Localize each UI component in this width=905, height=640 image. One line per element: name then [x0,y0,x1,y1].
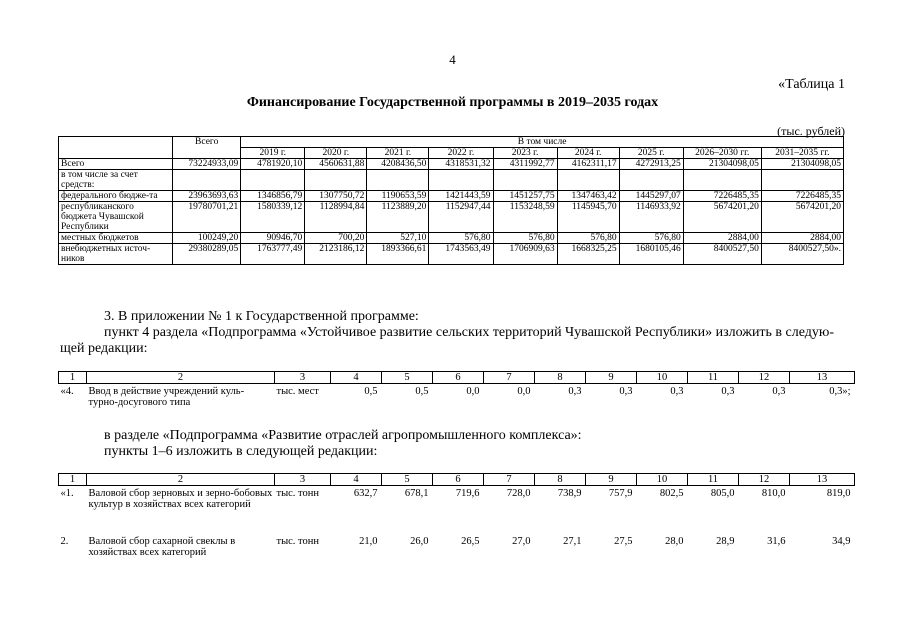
row-number: 2. [60,535,69,547]
row-value: 21304098,05 [761,159,843,170]
indicator-value: 21,0 [359,535,378,547]
indicator-value: 719,6 [455,488,480,499]
indicator-value: 26,5 [461,535,480,547]
finance-row [59,191,844,202]
indicator-unit: тыс. тонн [276,535,319,547]
indicator-unit: тыс. тонн [276,488,319,499]
row-value [683,170,761,191]
row-value: 1123889,20 [367,202,429,233]
column-number: 13 [790,474,855,486]
indicator-table-body [59,486,855,564]
year-header: 2020 г. [305,148,367,159]
column-number: 5 [382,474,433,486]
row-label: федерального бюдже-та [59,191,173,202]
row-total: 23963693,63 [173,191,241,202]
indicator-name: Валовой сбор зерновых и зерно-бобовых культур в хозяйствах всех категорий [88,488,273,510]
indicator-table-culture [58,371,855,408]
column-number: 6 [433,474,484,486]
row-label: республиканского бюджета Чувашской Республики [59,202,173,233]
indicator-table-agro [58,473,855,564]
indicator-value: 28,9 [716,535,735,547]
row-value: 2123186,12 [305,244,367,265]
row-value: 7226485,35 [683,191,761,202]
indicator-value: 819,0 [826,488,851,499]
finance-row [59,244,844,265]
indicator-unit: тыс. мест [276,386,319,397]
indicator-value: 0,3 [772,386,786,397]
row-value: 4560631,88 [305,159,367,170]
column-number: 8 [535,474,586,486]
row-label: в том числе за счет средств: [59,170,173,191]
row-value: 8400527,50 [683,244,761,265]
row-value: 1347463,42 [557,191,619,202]
row-value: 1580339,12 [241,202,305,233]
indicator-row [59,534,855,564]
row-number: «4. [60,386,74,397]
row-value: 1152947,44 [429,202,493,233]
indicator-name: Ввод в действие учреждений куль-турно-досугового типа [88,386,245,408]
row-value: 1145945,70 [557,202,619,233]
row-value: 1706909,63 [493,244,557,265]
indicator-value: 632,7 [353,488,378,499]
column-number: 4 [331,372,382,384]
column-number: 7 [484,474,535,486]
indicator-value: 27,5 [614,535,633,547]
column-number: 10 [637,474,688,486]
header-total: Всего [173,137,241,159]
column-number: 1 [59,474,87,486]
row-value: 1153248,59 [493,202,557,233]
paragraph-points: пункты 1–6 изложить в следующей редакции: [104,444,378,459]
indicator-row [59,486,855,534]
row-value: 8400527,50». [761,244,843,265]
indicator-value: 27,1 [563,535,582,547]
column-number: 5 [382,372,433,384]
financing-table [58,136,844,265]
row-label: внебюджетных источ-ников [59,244,173,265]
finance-table-body [59,159,844,265]
row-value: 1346856,79 [241,191,305,202]
indicator-value: 0,0 [517,386,531,397]
paragraph-section: в разделе «Подпрограмма «Развитие отраслей агропромышленного комплекса»: [104,428,582,443]
finance-row [59,170,844,191]
row-value: 1445297,07 [619,191,683,202]
indicator-value: 0,5 [415,386,429,397]
year-header: 2021 г. [367,148,429,159]
column-number: 6 [433,372,484,384]
indicator-value: 0,0 [466,386,480,397]
row-value: 1190653,59 [367,191,429,202]
column-number: 7 [484,372,535,384]
row-value: 1668325,25 [557,244,619,265]
indicator-value: 728,0 [506,488,531,499]
indicator-value: 805,0 [710,488,735,499]
row-value: 576,80 [619,233,683,244]
row-value: 90946,70 [241,233,305,244]
row-value: 1146933,92 [619,202,683,233]
row-value: 576,80 [493,233,557,244]
row-value [367,170,429,191]
column-number: 8 [535,372,586,384]
column-number: 2 [87,372,275,384]
row-value: 1893366,61 [367,244,429,265]
column-number: 4 [331,474,382,486]
indicator-value: 0,3 [568,386,582,397]
year-header: 2024 г. [557,148,619,159]
column-number: 13 [790,372,855,384]
paragraph-point4: пункт 4 раздела «Подпрограмма «Устойчивое развитие сельских территорий Чувашской Республики» изложить в следую- [104,325,835,340]
row-value: 1763777,49 [241,244,305,265]
indicator-value: 738,9 [557,488,582,499]
row-value: 1743563,49 [429,244,493,265]
row-label: местных бюджетов [59,233,173,244]
indicator-name: Валовой сбор сахарной свеклы в хозяйствах всех категорий [88,535,236,558]
column-number: 12 [739,372,790,384]
row-value [493,170,557,191]
row-value: 700,20 [305,233,367,244]
row-value: 576,80 [557,233,619,244]
indicator-value: 0,3 [721,386,735,397]
indicator-value: 802,5 [659,488,684,499]
row-value [429,170,493,191]
column-number: 1 [59,372,87,384]
row-value: 1307750,72 [305,191,367,202]
row-total: 29380289,05 [173,244,241,265]
row-total: 100249,20 [173,233,241,244]
row-value: 2884,00 [761,233,843,244]
paragraph-appendix: 3. В приложении № 1 к Государственной программе: [104,309,419,324]
indicator-value: 0,3 [670,386,684,397]
finance-header-row [59,137,844,148]
column-number: 11 [688,474,739,486]
row-total: 73224933,09 [173,159,241,170]
row-value: 5674201,20 [683,202,761,233]
row-value: 7226485,35 [761,191,843,202]
row-value: 1680105,46 [619,244,683,265]
indicator-value: 0,3»; [829,386,851,397]
indicator-header-row [59,474,855,486]
column-number: 9 [586,372,637,384]
column-number: 11 [688,372,739,384]
row-value: 1128994,84 [305,202,367,233]
indicator-value: 0,5 [364,386,378,397]
indicator-value: 31,6 [767,535,786,547]
year-header: 2025 г. [619,148,683,159]
column-number: 9 [586,474,637,486]
indicator-value: 810,0 [761,488,786,499]
row-value: 2884,00 [683,233,761,244]
indicator-value: 26,0 [410,535,429,547]
row-total: 19780701,21 [173,202,241,233]
indicator-value: 757,9 [608,488,633,499]
finance-row [59,202,844,233]
row-value: 21304098,05 [683,159,761,170]
year-header: 2023 г. [493,148,557,159]
header-empty-cell [59,137,173,159]
row-label: Всего [59,159,173,170]
indicator-value: 28,0 [665,535,684,547]
row-value: 4272913,25 [619,159,683,170]
row-value: 4318531,32 [429,159,493,170]
column-number: 10 [637,372,688,384]
column-number: 12 [739,474,790,486]
year-header: 2026–2030 гг. [683,148,761,159]
row-number: «1. [60,488,74,499]
page-number: 4 [449,52,456,67]
row-value: 4311992,77 [493,159,557,170]
year-header: 2031–2035 гг. [761,148,843,159]
row-value [619,170,683,191]
row-value: 1421443,59 [429,191,493,202]
row-value: 576,80 [429,233,493,244]
table-label: «Таблица 1 [778,77,845,92]
year-header: 2019 г. [241,148,305,159]
row-value: 1451257,75 [493,191,557,202]
column-number: 3 [275,474,331,486]
indicator-value: 678,1 [404,488,429,499]
row-value [241,170,305,191]
row-value: 4781920,10 [241,159,305,170]
column-number: 3 [275,372,331,384]
row-value: 527,10 [367,233,429,244]
row-value [761,170,843,191]
finance-row [59,159,844,170]
indicator-row [59,384,855,409]
column-number: 2 [87,474,275,486]
indicator-value: 27,0 [512,535,531,547]
row-value: 4162311,17 [557,159,619,170]
indicator-value: 0,3 [619,386,633,397]
paragraph-point4-cont: щей редакции: [60,341,148,356]
indicator-header-row [59,372,855,384]
finance-row [59,233,844,244]
row-value [557,170,619,191]
row-value: 5674201,20 [761,202,843,233]
row-value [305,170,367,191]
document-title: Финансирование Государственной программы в 2019–2035 годах [246,95,659,110]
units-label: (тыс. рублей) [777,124,845,138]
row-total [173,170,241,191]
year-header: 2022 г. [429,148,493,159]
header-including: В том числе [241,137,844,148]
indicator-value: 34,9 [832,535,851,547]
row-value: 4208436,50 [367,159,429,170]
